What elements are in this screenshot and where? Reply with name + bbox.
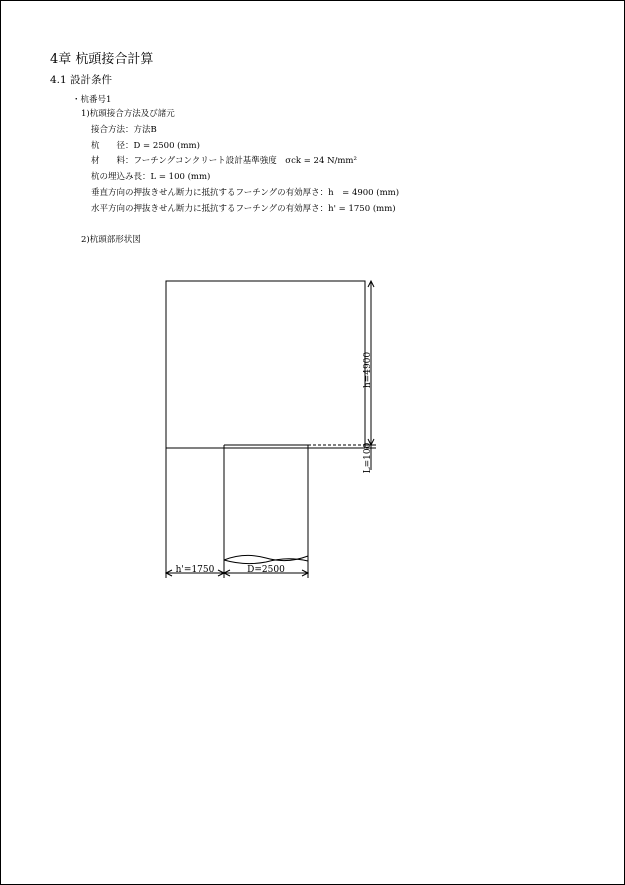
spec-line-horizontal-thickness: 水平方向の押抜きせん断力に抵抗するフーチングの有効厚さ：h' = 1750 (mm)	[91, 204, 396, 214]
dimension-label-d: D=2500	[247, 565, 285, 575]
spec-line-vertical-thickness: 垂直方向の押抜きせん断力に抵抗するフーチングの有効厚さ：h = 4900 (mm)	[91, 188, 400, 198]
dimension-label-hprime: h'=1750	[175, 565, 215, 575]
spec-line-material: 材 料：フーチングコンクリート設計基準強度 σck = 24 N/mm²	[91, 156, 357, 166]
spec-line-embedment: 杭の埋込み長：L = 100 (mm)	[91, 172, 211, 182]
chapter-title: 4章 杭頭接合計算	[50, 52, 154, 67]
subsection-heading: 1)杭頭接合方法及び諸元	[81, 109, 175, 119]
dimension-label-l: L=100	[363, 442, 373, 474]
pile-break-line-lower	[224, 559, 308, 564]
figure-heading: 2)杭頭部形状図	[81, 235, 141, 245]
spec-line-method: 接合方法：方法B	[91, 125, 157, 135]
footing-outline	[166, 281, 365, 448]
pile-break-line-upper	[224, 555, 308, 560]
dimension-label-h: h=4900	[363, 351, 373, 389]
item-title: ・杭番号1	[72, 95, 112, 105]
section-title: 4.1 設計条件	[50, 74, 113, 86]
spec-line-diameter: 杭 径：D = 2500 (mm)	[91, 141, 200, 151]
pile-outline	[224, 445, 308, 561]
